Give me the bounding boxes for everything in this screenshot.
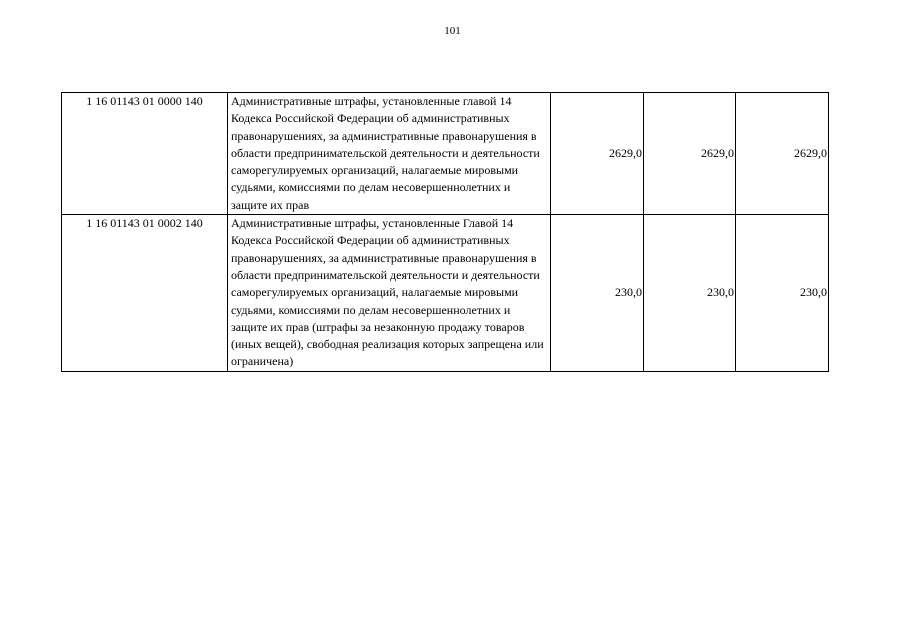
description-cell: Административные штрафы, установленные Главой 14 Кодекса Российской Федерации об административных правонарушениях, за административные правонарушения в области предпринимательской деятельности и деятельности саморегулируемых организаций, налагаемые мировыми судьями, комиссиями по делам несовершеннолетних и защите их прав (штрафы за незаконную продажу товаров (иных вещей), свободная реализация которых запрещена или ограничена) [228, 215, 551, 372]
value-cell: 230,0 [736, 215, 829, 372]
budget-code-cell: 1 16 01143 01 0002 140 [62, 215, 228, 372]
budget-table [61, 92, 829, 372]
value-cell: 230,0 [644, 215, 736, 372]
value-cell: 2629,0 [644, 93, 736, 215]
table-row [62, 93, 829, 215]
page-number: 101 [444, 25, 461, 37]
value-cell: 2629,0 [551, 93, 644, 215]
value-cell: 2629,0 [736, 93, 829, 215]
description-cell: Административные штрафы, установленные главой 14 Кодекса Российской Федерации об административных правонарушениях, за административные правонарушения в области предпринимательской деятельности и деятельности саморегулируемых организаций, налагаемые мировыми судьями, комиссиями по делам несовершеннолетних и защите их прав [228, 93, 551, 215]
table-row [62, 215, 829, 372]
value-cell: 230,0 [551, 215, 644, 372]
budget-code-cell: 1 16 01143 01 0000 140 [62, 93, 228, 215]
